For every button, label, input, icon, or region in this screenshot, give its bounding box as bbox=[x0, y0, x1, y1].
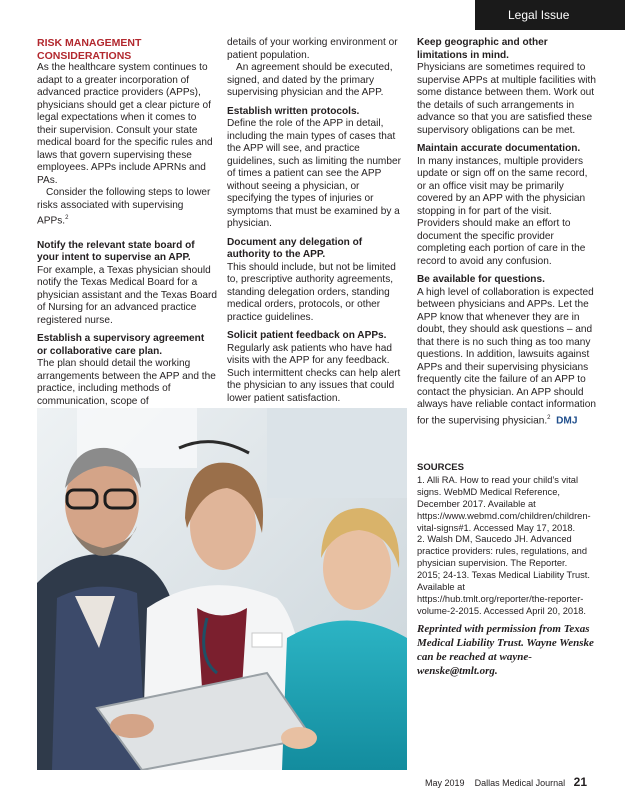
paragraph-supervisory-agreement: The plan should detail the working arrangements between the APP and the practice, including methods of communication, scope of bbox=[37, 358, 216, 407]
section-tag: Legal Issue bbox=[475, 0, 625, 30]
heading-delegation: Document any delegation of authority to the APP. bbox=[227, 236, 363, 260]
section-title bbox=[37, 37, 217, 62]
heading-notify-board: Notify the relevant state board of your intent to supervise an APP. bbox=[37, 239, 195, 264]
heading-written-protocols: Establish written protocols. bbox=[227, 105, 360, 117]
citation-ref: 2 bbox=[65, 215, 69, 221]
consider-text: Consider the following steps to lower risks associated with supervising APPs. bbox=[37, 187, 211, 227]
doctors-reviewing-tablet-photo bbox=[37, 408, 407, 770]
paragraph-agreement: An agreement should be executed, signed, and dated by the primary supervising physician and the APP. bbox=[227, 62, 393, 98]
page-number: 21 bbox=[573, 775, 587, 789]
paragraph-geographic: Physicians are sometimes required to supervise APPs at multiple facilities with some distance between them. Work out the details of such arrangements in advance so that you are satisfied these supervisory obligations can be met. bbox=[417, 62, 596, 136]
heading-geographic: Keep geographic and other limitations in mind. bbox=[417, 37, 548, 61]
consider-paragraph bbox=[37, 187, 217, 228]
page-footer bbox=[425, 776, 587, 789]
section-title-line1: RISK MANAGEMENT bbox=[37, 37, 142, 49]
section-title-line2: CONSIDERATIONS bbox=[37, 49, 132, 62]
heading-availability: Be available for questions. bbox=[417, 274, 545, 285]
column-1 bbox=[37, 37, 217, 421]
heading-supervisory-agreement: Establish a supervisory agreement or collaborative care plan. bbox=[37, 333, 205, 357]
author-signature: DMJ bbox=[556, 414, 578, 426]
column-3 bbox=[417, 37, 597, 427]
footer-date: May 2019 bbox=[425, 778, 465, 788]
source-item: 2. Walsh DM, Saucedo JH. Advanced practice providers: rules, regulations, and physician supervision. The Reporter. 2015; 24-13. Texas Medical Liability Trust. Available at https://hub.tmlt.org/reporter/the-reporter-volume-2-2015. Accessed April 20, 2018. bbox=[417, 534, 590, 616]
paragraph-continued: details of your working environment or patient population. bbox=[227, 37, 398, 61]
sources-section bbox=[417, 462, 592, 618]
citation-ref: 2 bbox=[547, 414, 551, 421]
paragraph-written-protocols: Define the role of the APP in detail, including the main types of cases that the APP will see, and practice guidelines, such as limiting the number of times a patient can see the APP without seeing a physician, or specifying the types of injuries or symptoms that must be examined by a physician. bbox=[227, 118, 401, 229]
footer-publication: Dallas Medical Journal bbox=[474, 778, 566, 788]
column-2 bbox=[227, 37, 407, 405]
intro-paragraph: As the healthcare system continues to adapt to a greater incorporation of advanced practice providers (APPs), physicians should get a clear picture of legal expectations when it comes to their supervision. Consult your state medical board for the specific rules and laws that govern supervising these employees. APPs include APRNs and PAs. bbox=[37, 62, 213, 186]
paragraph-notify-board: For example, a Texas physician should notify the Texas Medical Board for a physician assistant and the Texas Board of Nursing for an advanced practice registered nurse. bbox=[37, 264, 217, 326]
heading-documentation: Maintain accurate documentation. bbox=[417, 143, 581, 154]
paragraph-patient-feedback: Regularly ask patients who have had visits with the APP for any feedback. Such intermittent checks can help alert the physician to any issues that could lower patient satisfaction. bbox=[227, 342, 401, 404]
availability-text: A high level of collaboration is expected between physicians and APPs. Let the APP know that whenever they are in doubt, they should ask questions – and that there is no such thing as too many questions. In addition, lawsuits against APPs and their supervising physicians frequently cite the failure of an APP to contact the physician. An APP should always have reliable contact information for the supervising physician. bbox=[417, 286, 596, 426]
paragraph-documentation: In many instances, multiple providers update or sign off on the same record, or an office visit may be primarily covered by an APP with the physician stopping in for part of the visit. Providers should make an effort to document the specific provider completing each portion of care in the record to avoid any confusion. bbox=[417, 155, 588, 267]
heading-patient-feedback: Solicit patient feedback on APPs. bbox=[227, 330, 387, 341]
source-item: 1. Alli RA. How to read your child’s vital signs. WebMD Medical Reference, December 2017. Available at https://www.webmd.com/children/children-vital-signs#1. Accessed May 17, 2018. bbox=[417, 474, 591, 533]
article-photo bbox=[37, 408, 407, 770]
reprint-notice: Reprinted with permission from Texas Medical Liability Trust. Wayne Wenske can be reached at wayne-wenske@tmlt.org. bbox=[417, 623, 594, 677]
paragraph-availability bbox=[417, 287, 597, 428]
paragraph-delegation: This should include, but not be limited to, prescriptive authority agreements, standing delegation orders, standing medical orders, protocols, or other practice guidelines. bbox=[227, 261, 396, 323]
sources-heading: SOURCES bbox=[417, 462, 464, 473]
